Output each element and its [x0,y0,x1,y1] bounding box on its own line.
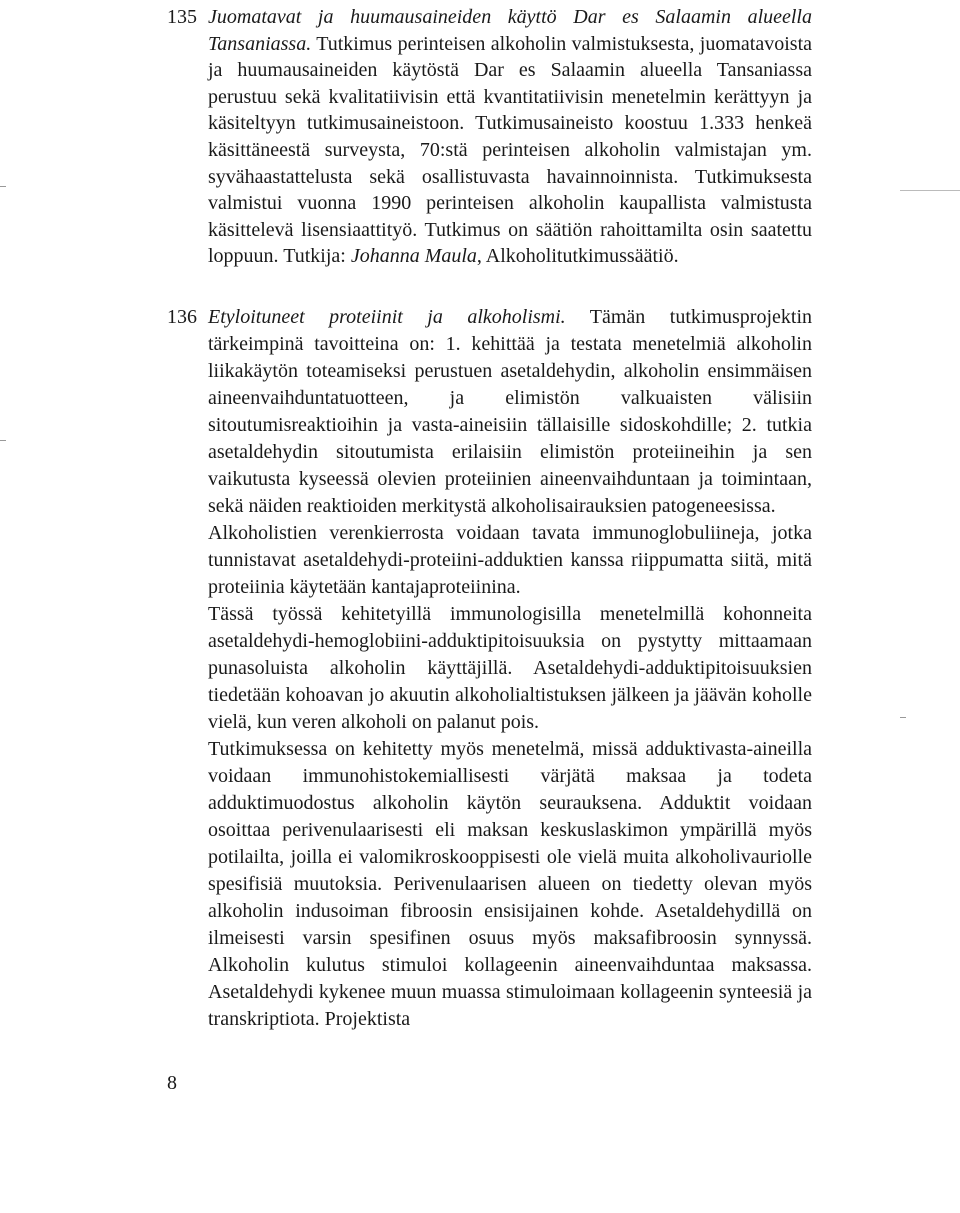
margin-mark [0,186,6,187]
entry-number: 136 [167,306,197,328]
entry-paragraph [208,4,812,270]
entry-text: Tämän tutkimusprojektin tärkeimpinä tavoitteina on: 1. kehittää ja testata menetelmiä alkoholin liikakäytön toteamiseksi perustuen asetaldehydin, alkoholin ensimmäisen aineenvaihduntatuotteen, ja elimistön valkuaisten välisiin sitoutumisreaktioihin ja vasta-aineisiin tällaisille sidoskohdille; 2. tutkia asetaldehydin sitoutumista erilaisiin elimistön proteiineihin ja sen vaikutusta kyseessä olevien proteiinien aineenvaihduntaan ja toimintaan, sekä näiden reaktioiden merkitystä alkoholisairauksien patogeneesissa. [208,306,812,517]
entry-paragraph: Tutkimuksessa on kehitetty myös menetelmä, missä adduktivasta-aineilla voidaan immunohistokemiallisesti värjätä maksaa ja todeta adduktimuodostus alkoholin käytön seurauksena. Adduktit voidaan osoittaa perivenulaarisesti eli maksan keskuslaskimon ympärillä myös potilailta, joilla ei valomikroskooppisesti ole vielä muita alkoholivauriolle spesifisiä muutoksia. Perivenulaarisen alueen on tiedetty olevan myös alkoholin indusoiman fibroosin ensisijainen kohde. Asetaldehydillä on ilmeisesti varsin spesifinen osuus myös maksafibroosin synnyssä. Alkoholin kulutus stimuloi kollageenin aineenvaihduntaa maksassa. Asetaldehydi kykenee muun muassa stimuloimaan kollageenin synteesiä ja transkriptiota. Projektista [208,738,812,1030]
entry-body [208,4,812,270]
entry-body [208,304,812,1033]
page-number: 8 [167,1072,177,1094]
entry-text: Tutkimus perinteisen alkoholin valmistuksesta, juomatavoista ja huumausaineiden käytöstä Dar es Salaamin alueella Tansaniassa perustuu sekä kvalitatiivisin että kvantitatiivisin menetelmin kerättyyn ja käsiteltyyn tutkimusaineistoon. Tutkimusaineisto koostuu 1.333 henkeä käsittäneestä surveysta, 70:stä perinteisen alkoholin valmistajan ym. syvähaastattelusta sekä osallistuvasta havainnoinnista. Tutkimuksesta valmistui vuonna 1990 perinteisen alkoholin kaupallista valmistusta käsittelevä lisensiaattityö. Tutkimus on säätiön rahoittamilta osin saatettu loppuun. Tutkija: [208,32,812,268]
entry-author: Johanna Maula [350,245,477,268]
entry-paragraph: Alkoholistien verenkierrosta voidaan tavata immunoglobuliineja, jotka tunnistavat asetaldehydi-proteiini-adduktien kanssa riippumatta siitä, mitä proteiinia käytetään kantajaproteiinina. [208,522,812,598]
entry-title: Etyloituneet proteiinit ja alkoholismi. [208,306,566,328]
entry-number: 135 [167,6,197,28]
entry-affiliation: , Alkoholitutkimussäätiö. [476,245,679,268]
margin-mark [900,717,906,718]
entry-title: Juomatavat ja huumausaineiden käyttö Dar es Salaamin alueella Tansaniassa. [208,6,812,55]
entry-paragraph: Tässä työssä kehitetyillä immunologisilla menetelmillä kohonneita asetaldehydi-hemoglobiini-adduktipitoisuuksia on pystytty mittaamaan punasoluista alkoholin käyttäjillä. Asetaldehydi-adduktipitoisuuksien tiedetään kohoavan jo akuutin alkoholialtistuksen jälkeen ja jäävän koholle vielä, kun veren alkoholi on palanut pois. [208,603,812,733]
margin-mark [900,190,960,191]
entry-paragraph [208,304,812,520]
margin-mark [0,440,6,441]
